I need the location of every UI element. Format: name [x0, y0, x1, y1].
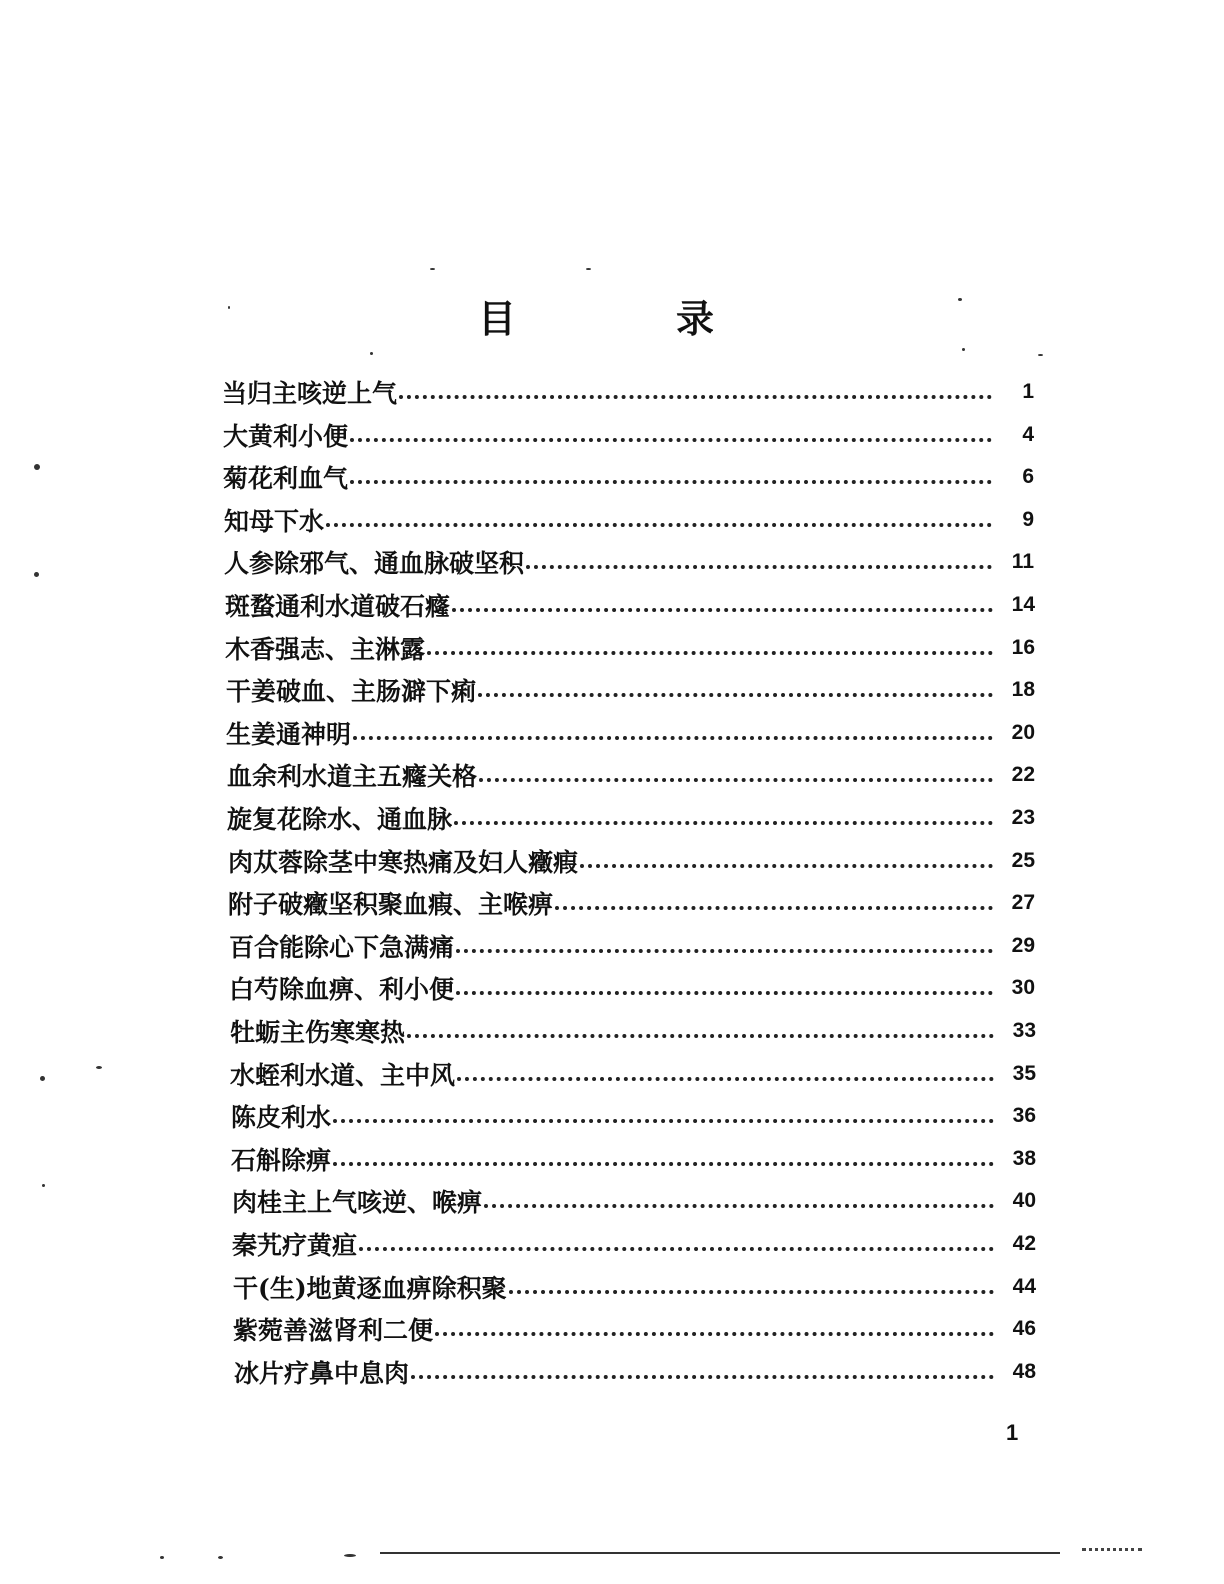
toc-entry [226, 670, 1035, 710]
toc-entry [225, 585, 1035, 625]
toc-entry-title: 百合能除心下急满痛 [229, 932, 455, 962]
bottom-rule [380, 1552, 1060, 1554]
toc-entry-title: 牡蛎主伤寒寒热 [230, 1018, 406, 1047]
toc-page-number: 6 [1022, 465, 1034, 489]
dot-leader [456, 949, 993, 953]
toc-entry [228, 841, 1035, 881]
toc-page-number: 25 [1011, 848, 1035, 872]
toc-entry-title: 生姜通神明 [226, 719, 352, 749]
toc-entry [223, 457, 1034, 497]
toc-entry-title: 斑蝥通利水道破石癃 [225, 592, 451, 621]
dot-leader [555, 906, 993, 910]
toc-entry-title: 白芍除血痹、利小便 [229, 975, 455, 1005]
toc-page-number: 38 [1012, 1146, 1036, 1170]
toc-entry [229, 926, 1035, 966]
dot-leader [333, 1119, 994, 1123]
dot-leader [435, 1332, 994, 1336]
dot-leader [478, 693, 993, 697]
toc-entry-title: 冰片疗鼻中息肉 [234, 1358, 410, 1388]
bottom-rule-fragment [1082, 1548, 1142, 1551]
toc-entry [230, 1054, 1036, 1094]
title-char-2: 录 [676, 296, 715, 341]
dot-leader [452, 608, 993, 612]
toc-entry-title: 石斛除痹 [231, 1145, 332, 1175]
toc-page-number: 27 [1011, 891, 1035, 915]
toc-page-number: 29 [1011, 933, 1035, 957]
toc-entry [231, 1096, 1036, 1136]
toc-page-number: 46 [1012, 1317, 1036, 1341]
toc-entry-title: 秦艽疗黄疸 [232, 1231, 358, 1260]
toc-page-number: 16 [1011, 635, 1035, 659]
toc-page-number: 4 [1022, 422, 1034, 446]
dot-leader [427, 651, 993, 655]
page-number: 1 [1006, 1420, 1019, 1445]
toc-entry [234, 1352, 1036, 1392]
toc-entry [232, 1181, 1036, 1221]
toc-entry [232, 1224, 1036, 1264]
toc-entry-title: 干(生)地黄逐血痹除积聚 [233, 1273, 507, 1303]
toc-entry [228, 883, 1035, 923]
toc-entry-title: 木香强志、主淋露 [225, 634, 426, 664]
dot-leader [350, 480, 992, 484]
dot-leader [456, 991, 993, 995]
toc-entry-title: 干姜破血、主肠澼下痢 [226, 677, 477, 707]
toc-entry-title: 陈皮利水 [231, 1103, 332, 1133]
toc-entry [233, 1309, 1036, 1349]
toc-page-number: 42 [1012, 1232, 1036, 1255]
toc-entry-title: 紫菀善滋肾利二便 [233, 1316, 434, 1346]
toc-page-number: 44 [1012, 1274, 1036, 1298]
toc-entry-title: 肉苁蓉除茎中寒热痛及妇人癥瘕 [228, 847, 579, 877]
toc-entry [223, 415, 1034, 455]
toc-entry [225, 628, 1035, 668]
dot-leader [407, 1034, 994, 1038]
toc-entry-title: 血余利水道主五癃关格 [227, 762, 478, 792]
toc-page-number: 9 [1022, 507, 1034, 531]
dot-leader [353, 736, 993, 740]
toc-entry-title: 附子破癥坚积聚血瘕、主喉痹 [228, 890, 554, 920]
dot-leader [454, 821, 993, 825]
toc-page-number: 40 [1012, 1189, 1036, 1213]
dot-leader [326, 523, 992, 527]
toc-page-number: 20 [1011, 720, 1035, 744]
dot-leader [399, 395, 992, 399]
title-char-1: 目 [478, 296, 517, 341]
dot-leader [526, 565, 992, 569]
toc-entry-title: 旋复花除水、通血脉 [227, 805, 453, 834]
toc-entry-title: 肉桂主上气咳逆、喉痹 [232, 1188, 483, 1218]
dot-leader [457, 1077, 994, 1081]
dot-leader [479, 778, 993, 782]
dot-leader [509, 1290, 994, 1294]
toc-entry [227, 798, 1035, 838]
toc-page-number: 11 [1011, 550, 1034, 574]
toc-page-number: 1 [1022, 380, 1034, 403]
toc-entry-title: 人参除邪气、通血脉破坚积 [224, 549, 525, 579]
toc-entry [226, 713, 1035, 753]
dot-leader [411, 1375, 994, 1379]
toc-entry [224, 542, 1034, 582]
toc-entry-title: 菊花利血气 [223, 464, 349, 494]
toc-page-number: 23 [1011, 806, 1035, 829]
dot-leader [359, 1247, 994, 1251]
toc-page-number: 22 [1011, 763, 1035, 787]
toc-entry [230, 1011, 1036, 1051]
page-title [478, 288, 738, 344]
dot-leader [333, 1162, 994, 1166]
toc-entry-title: 当归主咳逆上气 [222, 379, 398, 408]
toc-page-number: 33 [1012, 1019, 1036, 1042]
toc-entry [224, 500, 1034, 540]
toc-entry [233, 1267, 1036, 1307]
toc-page-number: 35 [1012, 1061, 1036, 1085]
toc-page-number: 30 [1011, 976, 1035, 1000]
dot-leader [350, 438, 992, 442]
toc-page-number: 48 [1012, 1359, 1036, 1383]
toc-page-number: 18 [1011, 678, 1035, 702]
toc-page-number: 36 [1012, 1104, 1036, 1128]
toc-entry-title: 水蛭利水道、主中风 [230, 1060, 456, 1090]
dot-leader [484, 1204, 994, 1208]
toc-entry [227, 755, 1035, 795]
toc-page-number: 14 [1011, 593, 1035, 616]
toc-entry-title: 知母下水 [224, 506, 325, 536]
toc-entry-title: 大黄利小便 [223, 421, 349, 451]
toc-entry [229, 968, 1035, 1008]
toc-entry [231, 1139, 1036, 1179]
dot-leader [580, 864, 993, 868]
toc-entry [222, 372, 1034, 412]
